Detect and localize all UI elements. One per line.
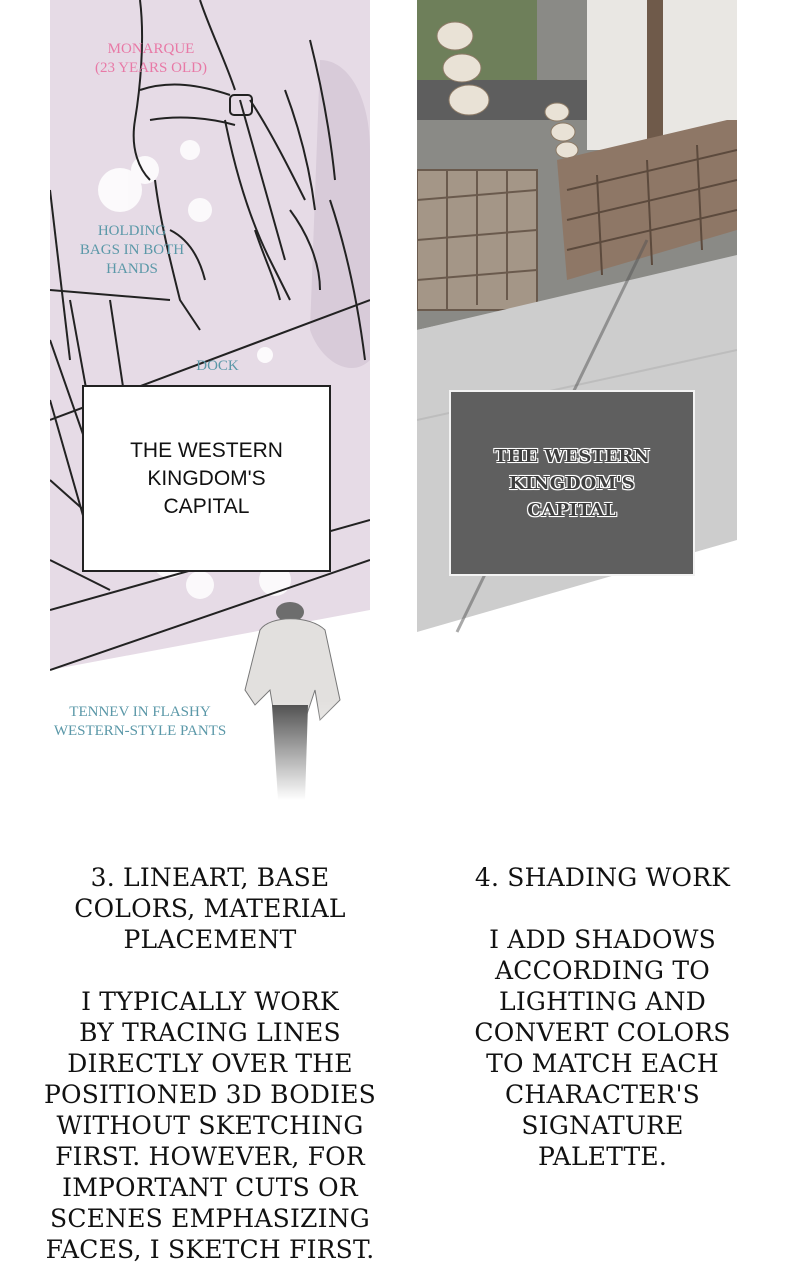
step-3-description bbox=[40, 862, 380, 1265]
step-4-description bbox=[440, 862, 765, 1172]
step-4-heading: 4. SHADING WORK bbox=[474, 863, 731, 892]
left-caption-box: THE WESTERN KINGDOM'S CAPITAL bbox=[82, 385, 331, 572]
fence bbox=[417, 170, 537, 310]
right-caption-box: THE WESTERN KINGDOM'S CAPITAL bbox=[449, 390, 695, 576]
step-3-body: I TYPICALLY WORK BY TRACING LINES DIRECTLY OVER THE POSITIONED 3D BODIES WITHOUT SKETCHING FIRST. HOWEVER, FOR IMPORTANT CUTS OR SCENES EMPHASIZING FACES, I SKETCH FIRST. bbox=[43, 987, 376, 1264]
note-monarque: MONARQUE (23 YEARS OLD) bbox=[95, 41, 207, 76]
note-tennev: TENNEV IN FLASHY WESTERN-STYLE PANTS bbox=[53, 704, 227, 739]
note-holding-bags: HOLDING BAGS IN BOTH HANDS bbox=[79, 223, 185, 277]
step-4-body: I ADD SHADOWS ACCORDING TO LIGHTING AND CONVERT COLORS TO MATCH EACH CHARACTER'S SIGNATURE PALETTE. bbox=[474, 925, 731, 1171]
step-3-heading: 3. LINEART, BASE COLORS, MATERIAL PLACEMENT bbox=[74, 863, 346, 954]
note-dock: DOCK bbox=[196, 358, 239, 374]
